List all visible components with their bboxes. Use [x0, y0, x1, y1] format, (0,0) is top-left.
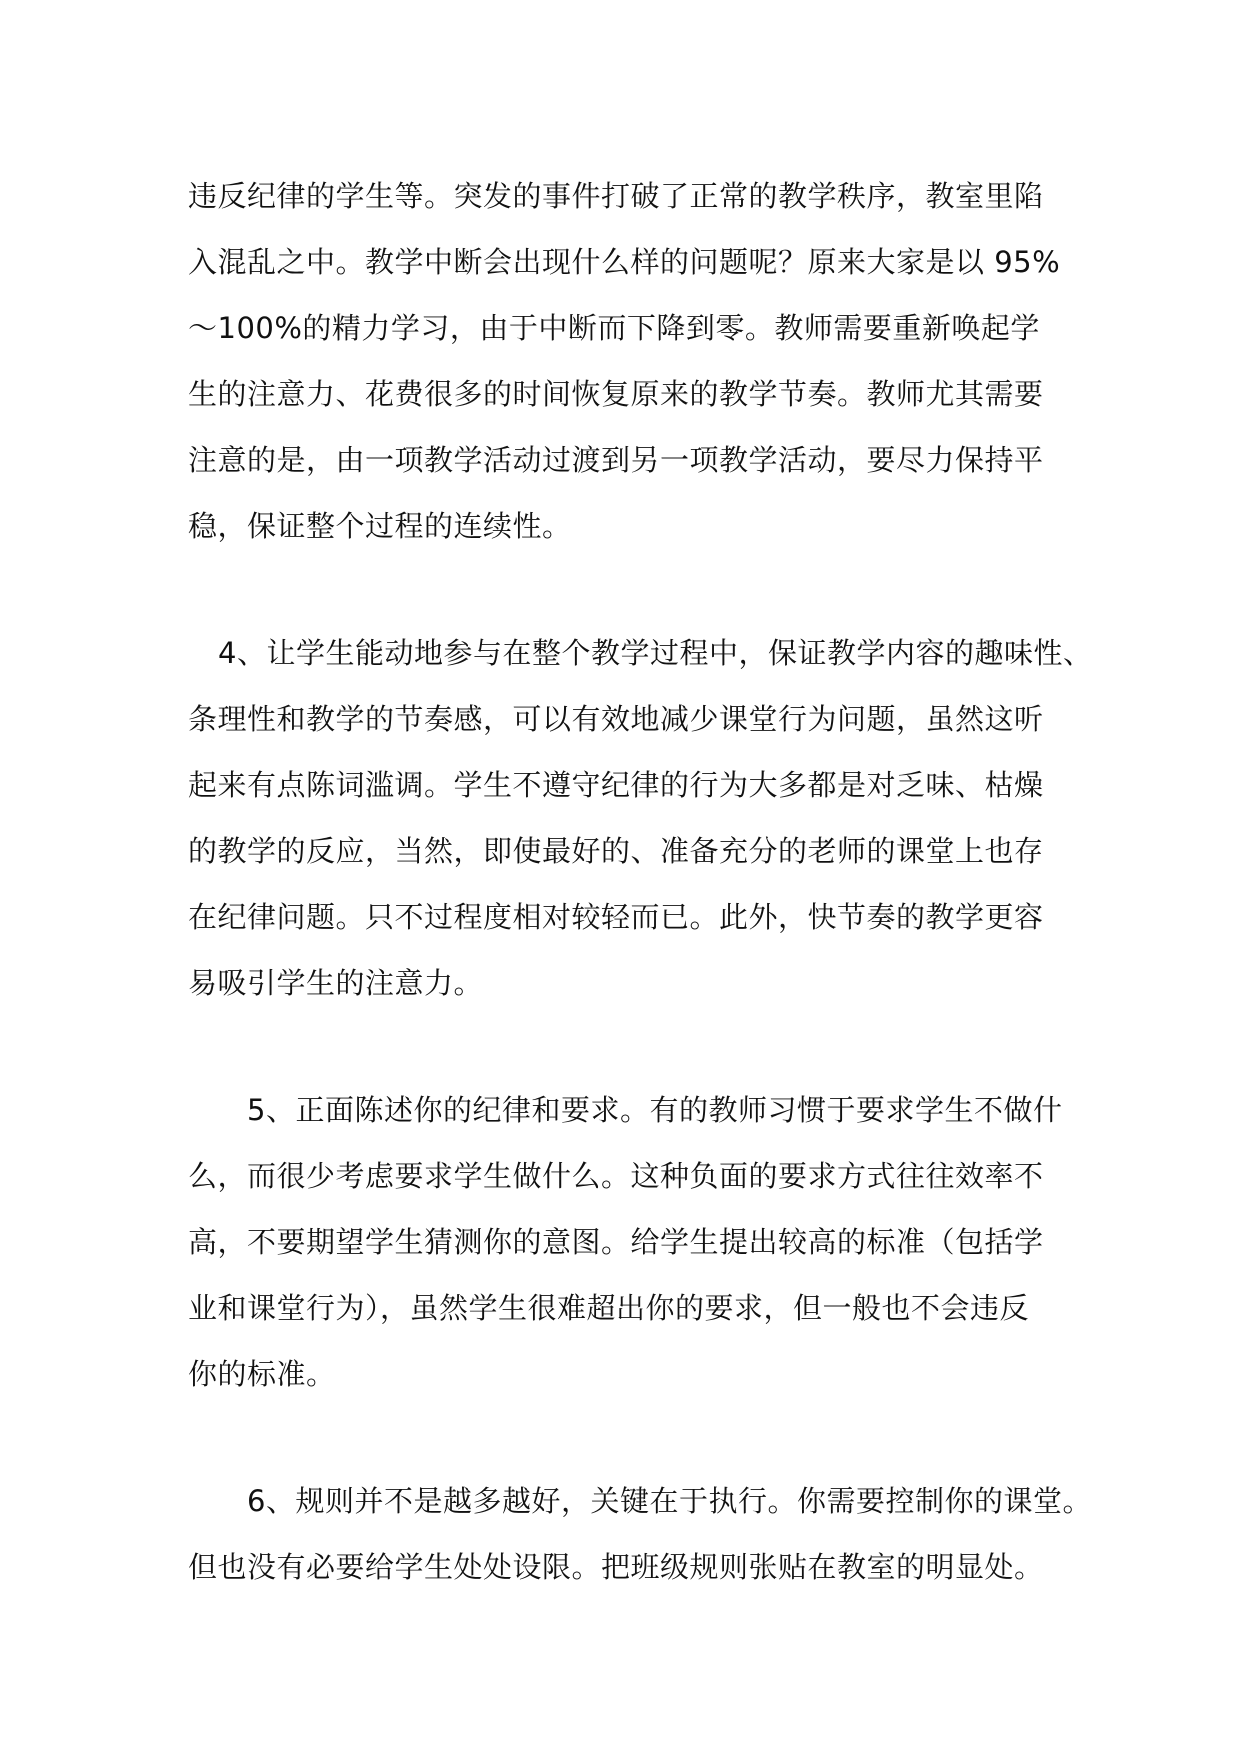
text-line: 稳，保证整个过程的连续性。	[188, 509, 572, 543]
text-line: 6、规则并不是越多越好，关键在于执行。你需要控制你的课堂。	[247, 1484, 1092, 1518]
text-line: 但也没有必要给学生处处设限。把班级规则张贴在教室的明显处。	[188, 1550, 1044, 1584]
text-line: 高，不要期望学生猜测你的意图。给学生提出较高的标准（包括学	[188, 1225, 1044, 1259]
text-line: 4、让学生能动地参与在整个教学过程中，保证教学内容的趣味性、	[218, 636, 1093, 670]
text-line: 入混乱之中。教学中断会出现什么样的问题呢？原来大家是以 95%	[188, 245, 1061, 279]
text-line: 在纪律问题。只不过程度相对较轻而已。此外，快节奏的教学更容	[188, 900, 1044, 934]
text-line: 条理性和教学的节奏感，可以有效地减少课堂行为问题，虽然这听	[188, 702, 1044, 736]
paragraph-continuation	[188, 163, 1068, 559]
text-line: 5、正面陈述你的纪律和要求。有的教师习惯于要求学生不做什	[247, 1093, 1063, 1127]
text-line: 业和课堂行为），虽然学生很难超出你的要求，但一般也不会违反	[188, 1291, 1030, 1325]
paragraph-item-4	[188, 620, 1093, 1016]
text-line: 你的标准。	[188, 1357, 336, 1391]
text-line: 的教学的反应，当然，即使最好的、准备充分的老师的课堂上也存	[188, 834, 1044, 868]
text-line: 违反纪律的学生等。突发的事件打破了正常的教学秩序，教室里陷	[188, 179, 1044, 213]
paragraph-item-6	[188, 1468, 1092, 1600]
text-line: 起来有点陈词滥调。学生不遵守纪律的行为大多都是对乏味、枯燥	[188, 768, 1044, 802]
text-line: ～100%的精力学习，由于中断而下降到零。教师需要重新唤起学	[188, 311, 1040, 345]
text-line: 生的注意力、花费很多的时间恢复原来的教学节奏。教师尤其需要	[188, 377, 1044, 411]
text-line: 么，而很少考虑要求学生做什么。这种负面的要求方式往往效率不	[188, 1159, 1044, 1193]
text-line: 注意的是，由一项教学活动过渡到另一项教学活动，要尽力保持平	[188, 443, 1044, 477]
paragraph-item-5	[188, 1077, 1068, 1407]
text-line: 易吸引学生的注意力。	[188, 966, 484, 1000]
